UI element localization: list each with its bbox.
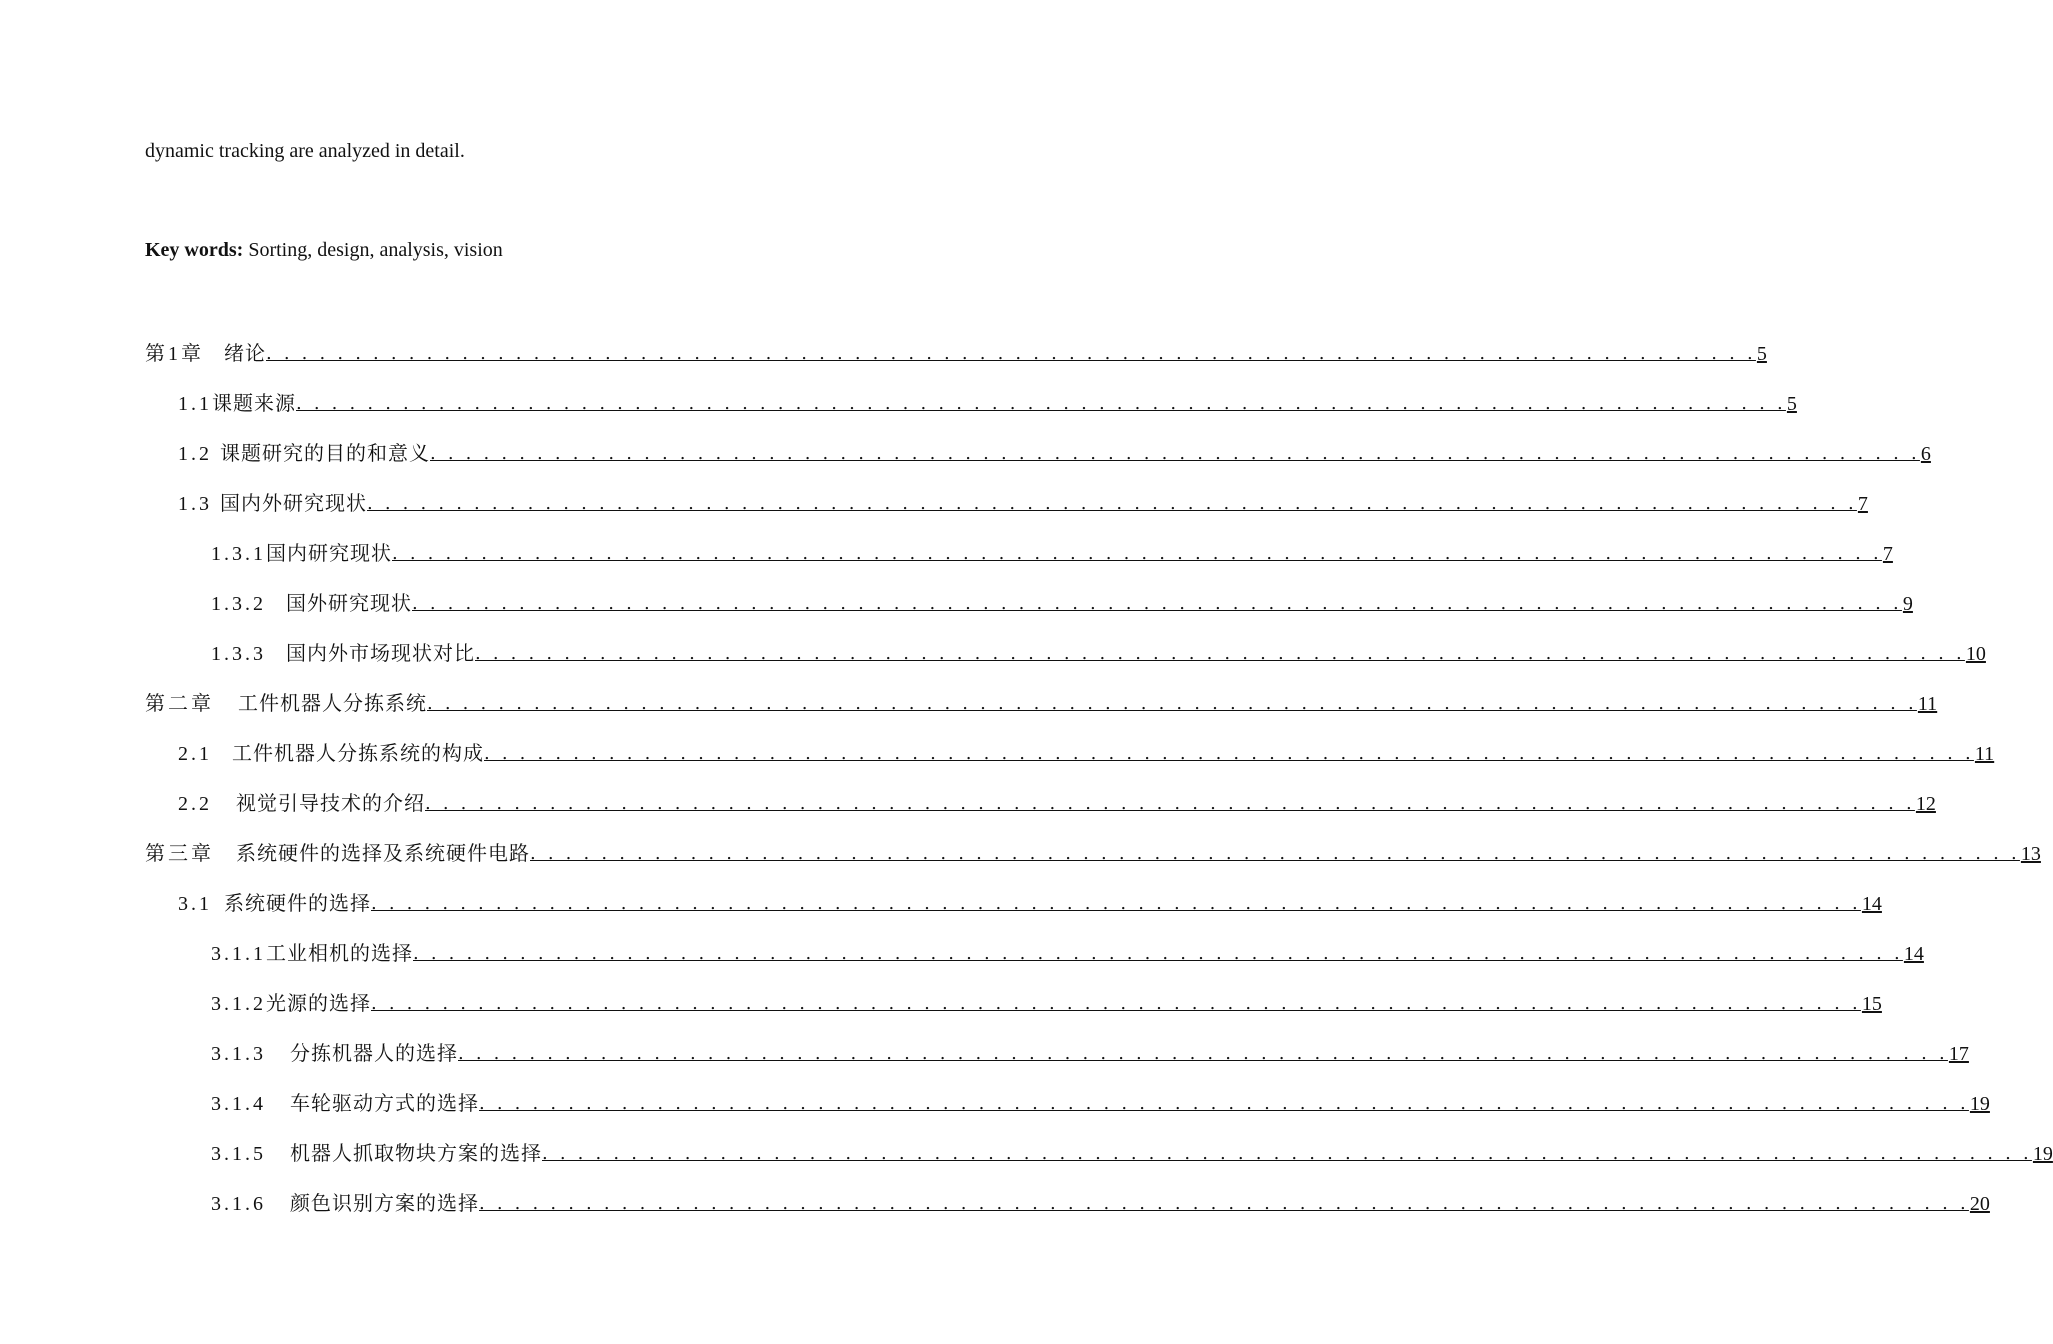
toc-entry[interactable]: [145, 836, 2041, 866]
toc-entry-title: 工件机器人分拣系统的构成: [232, 743, 484, 765]
toc-leader-dots: . . . . . . . . . . . . . . . . . . . . . . . . . . . . . . . . . . . . . . . . . . . . . . . . . . . . . . . . . . . . . . . . . . . . . . . . . . . . . . . . . . . .: [475, 643, 1965, 664]
keywords-line: [145, 236, 503, 264]
toc-entry-number: 第二章: [145, 693, 214, 715]
toc-entry-page: 5: [1786, 393, 1797, 415]
toc-leader-dots: . . . . . . . . . . . . . . . . . . . . . . . . . . . . . . . . . . . . . . . . . . . . . . . . . . . . . . . . . . . . . . . . . . . . . . . . . . . . . . . . . . . .: [266, 343, 1756, 364]
toc-entry-number: 1.1: [178, 393, 212, 415]
toc-leader-dots: . . . . . . . . . . . . . . . . . . . . . . . . . . . . . . . . . . . . . . . . . . . . . . . . . . . . . . . . . . . . . . . . . . . . . . . . . . . . . . . . . . . .: [430, 443, 1920, 464]
toc-entry-title: 工件机器人分拣系统: [238, 693, 427, 715]
toc-entry-title: 课题研究的目的和意义: [220, 443, 430, 465]
toc-entry-title: 工业相机的选择: [266, 943, 413, 965]
toc-entry[interactable]: [145, 686, 1938, 716]
toc-leader-dots: . . . . . . . . . . . . . . . . . . . . . . . . . . . . . . . . . . . . . . . . . . . . . . . . . . . . . . . . . . . . . . . . . . . . . . . . . . . . . . . . . . . .: [542, 1143, 2032, 1164]
toc-leader-dots: . . . . . . . . . . . . . . . . . . . . . . . . . . . . . . . . . . . . . . . . . . . . . . . . . . . . . . . . . . . . . . . . . . . . . . . . . . . . . . . . . . . .: [484, 743, 1974, 764]
toc-leader-dots: . . . . . . . . . . . . . . . . . . . . . . . . . . . . . . . . . . . . . . . . . . . . . . . . . . . . . . . . . . . . . . . . . . . . . . . . . . . . . . . . . . . .: [412, 593, 1902, 614]
toc-entry[interactable]: [178, 386, 1797, 416]
toc-entry-page: 6: [1920, 443, 1931, 465]
toc-entry-title: 绪论: [224, 343, 266, 365]
toc-entry-title-text: [211, 942, 413, 966]
toc-entry-title-text: [178, 492, 367, 516]
toc-leader-dots: . . . . . . . . . . . . . . . . . . . . . . . . . . . . . . . . . . . . . . . . . . . . . . . . . . . . . . . . . . . . . . . . . . . . . . . . . . . . . . . . . . . .: [371, 993, 1861, 1014]
toc-entry-page: 11: [1917, 693, 1938, 715]
toc-entry-page: 14: [1903, 943, 1924, 965]
toc-entry-number: 第三章: [145, 843, 214, 865]
toc-entry[interactable]: [178, 886, 1882, 916]
toc-entry-title-text: [178, 392, 296, 416]
toc-leader-dots: . . . . . . . . . . . . . . . . . . . . . . . . . . . . . . . . . . . . . . . . . . . . . . . . . . . . . . . . . . . . . . . . . . . . . . . . . . . . . . . . . . . .: [479, 1193, 1969, 1214]
toc-entry[interactable]: [178, 786, 1936, 816]
toc-entry-page: 19: [2032, 1143, 2053, 1165]
toc-entry-page: 5: [1756, 343, 1767, 365]
toc-entry[interactable]: [211, 1136, 2053, 1166]
toc-entry[interactable]: [178, 436, 1931, 466]
toc-entry[interactable]: [211, 536, 1893, 566]
toc-entry[interactable]: [178, 486, 1868, 516]
toc-leader-dots: . . . . . . . . . . . . . . . . . . . . . . . . . . . . . . . . . . . . . . . . . . . . . . . . . . . . . . . . . . . . . . . . . . . . . . . . . . . . . . . . . . . .: [296, 393, 1786, 414]
toc-entry-title: 系统硬件的选择: [224, 893, 371, 915]
toc-entry-number: 2.2: [178, 793, 212, 815]
toc-entry-page: 10: [1965, 643, 1986, 665]
toc-entry-title-text: [178, 892, 371, 916]
toc-entry-title: 课题来源: [212, 393, 296, 415]
toc-entry-page: 7: [1882, 543, 1893, 565]
toc-entry-title-text: [211, 1192, 479, 1216]
toc-entry-page: 7: [1857, 493, 1868, 515]
toc-entry-title: 颜色识别方案的选择: [290, 1193, 479, 1215]
toc-entry-title-text: [211, 592, 412, 616]
toc-entry-title-text: [211, 542, 392, 566]
toc-entry[interactable]: [211, 1186, 1990, 1216]
toc-entry-title-text: [145, 692, 427, 716]
toc-leader-dots: . . . . . . . . . . . . . . . . . . . . . . . . . . . . . . . . . . . . . . . . . . . . . . . . . . . . . . . . . . . . . . . . . . . . . . . . . . . . . . . . . . . .: [530, 843, 2020, 864]
toc-entry-title: 国内研究现状: [266, 543, 392, 565]
toc-entry-number: 1.3.1: [211, 543, 266, 565]
toc-entry-title: 光源的选择: [266, 993, 371, 1015]
toc-entry-page: 17: [1948, 1043, 1969, 1065]
toc-entry-title-text: [145, 842, 530, 866]
toc-entry-title-text: [178, 442, 430, 466]
toc-entry-number: 3.1.2: [211, 993, 266, 1015]
toc-entry-page: 12: [1915, 793, 1936, 815]
toc-entry-title: 视觉引导技术的介绍: [236, 793, 425, 815]
toc-entry-title-text: [211, 992, 371, 1016]
toc-leader-dots: . . . . . . . . . . . . . . . . . . . . . . . . . . . . . . . . . . . . . . . . . . . . . . . . . . . . . . . . . . . . . . . . . . . . . . . . . . . . . . . . . . . .: [479, 1093, 1969, 1114]
toc-leader-dots: . . . . . . . . . . . . . . . . . . . . . . . . . . . . . . . . . . . . . . . . . . . . . . . . . . . . . . . . . . . . . . . . . . . . . . . . . . . . . . . . . . . .: [458, 1043, 1948, 1064]
toc-entry-number: 第1章: [145, 343, 204, 365]
toc-entry-number: 1.3.2: [211, 593, 266, 615]
toc-entry-title-text: [178, 742, 484, 766]
toc-entry-title: 国内外市场现状对比: [286, 643, 475, 665]
keywords-value: Sorting, design, analysis, vision: [248, 239, 503, 261]
toc-entry-title: 国外研究现状: [286, 593, 412, 615]
toc-entry-title: 系统硬件的选择及系统硬件电路: [236, 843, 530, 865]
toc-entry-title-text: [145, 342, 266, 366]
abstract-tail-line: dynamic tracking are analyzed in detail.: [145, 140, 465, 162]
toc-entry-number: 3.1.1: [211, 943, 266, 965]
toc-entry[interactable]: [211, 936, 1924, 966]
toc-entry-page: 14: [1861, 893, 1882, 915]
toc-entry-title: 分拣机器人的选择: [290, 1043, 458, 1065]
toc-entry-title-text: [211, 1142, 542, 1166]
toc-entry-number: 3.1.6: [211, 1193, 266, 1215]
toc-entry-title-text: [178, 792, 425, 816]
toc-entry[interactable]: [211, 1086, 1990, 1116]
toc-entry-number: 3.1.5: [211, 1143, 266, 1165]
toc-leader-dots: . . . . . . . . . . . . . . . . . . . . . . . . . . . . . . . . . . . . . . . . . . . . . . . . . . . . . . . . . . . . . . . . . . . . . . . . . . . . . . . . . . . .: [425, 793, 1915, 814]
toc-entry-title: 车轮驱动方式的选择: [290, 1093, 479, 1115]
toc-entry-number: 3.1: [178, 893, 212, 915]
toc-entry-title-text: [211, 642, 475, 666]
toc-entry-page: 13: [2020, 843, 2041, 865]
toc-entry-number: 1.2: [178, 443, 212, 465]
toc-entry-page: 19: [1969, 1093, 1990, 1115]
keywords-label: Key words:: [145, 239, 244, 261]
toc-entry[interactable]: [178, 736, 1995, 766]
toc-entry-title-text: [211, 1042, 458, 1066]
toc-entry-page: 15: [1861, 993, 1882, 1015]
toc-entry[interactable]: [211, 636, 1986, 666]
toc-entry[interactable]: [211, 986, 1882, 1016]
toc-entry[interactable]: [145, 336, 1767, 366]
toc-entry-page: 9: [1902, 593, 1913, 615]
toc-entry-title: 机器人抓取物块方案的选择: [290, 1143, 542, 1165]
toc-entry[interactable]: [211, 1036, 1969, 1066]
toc-entry-title: 国内外研究现状: [220, 493, 367, 515]
toc-entry-title-text: [211, 1092, 479, 1116]
toc-entry-number: 3.1.4: [211, 1093, 266, 1115]
toc-leader-dots: . . . . . . . . . . . . . . . . . . . . . . . . . . . . . . . . . . . . . . . . . . . . . . . . . . . . . . . . . . . . . . . . . . . . . . . . . . . . . . . . . . . .: [427, 693, 1917, 714]
toc-leader-dots: . . . . . . . . . . . . . . . . . . . . . . . . . . . . . . . . . . . . . . . . . . . . . . . . . . . . . . . . . . . . . . . . . . . . . . . . . . . . . . . . . . . .: [367, 493, 1857, 514]
toc-leader-dots: . . . . . . . . . . . . . . . . . . . . . . . . . . . . . . . . . . . . . . . . . . . . . . . . . . . . . . . . . . . . . . . . . . . . . . . . . . . . . . . . . . . .: [392, 543, 1882, 564]
toc-entry-number: 2.1: [178, 743, 212, 765]
toc-leader-dots: . . . . . . . . . . . . . . . . . . . . . . . . . . . . . . . . . . . . . . . . . . . . . . . . . . . . . . . . . . . . . . . . . . . . . . . . . . . . . . . . . . . .: [371, 893, 1861, 914]
toc-entry-number: 1.3.3: [211, 643, 266, 665]
toc-entry-number: 1.3: [178, 493, 212, 515]
toc-entry-page: 11: [1974, 743, 1995, 765]
toc-entry-number: 3.1.3: [211, 1043, 266, 1065]
toc-leader-dots: . . . . . . . . . . . . . . . . . . . . . . . . . . . . . . . . . . . . . . . . . . . . . . . . . . . . . . . . . . . . . . . . . . . . . . . . . . . . . . . . . . . .: [413, 943, 1903, 964]
toc-entry-page: 20: [1969, 1193, 1990, 1215]
toc-entry[interactable]: [211, 586, 1913, 616]
